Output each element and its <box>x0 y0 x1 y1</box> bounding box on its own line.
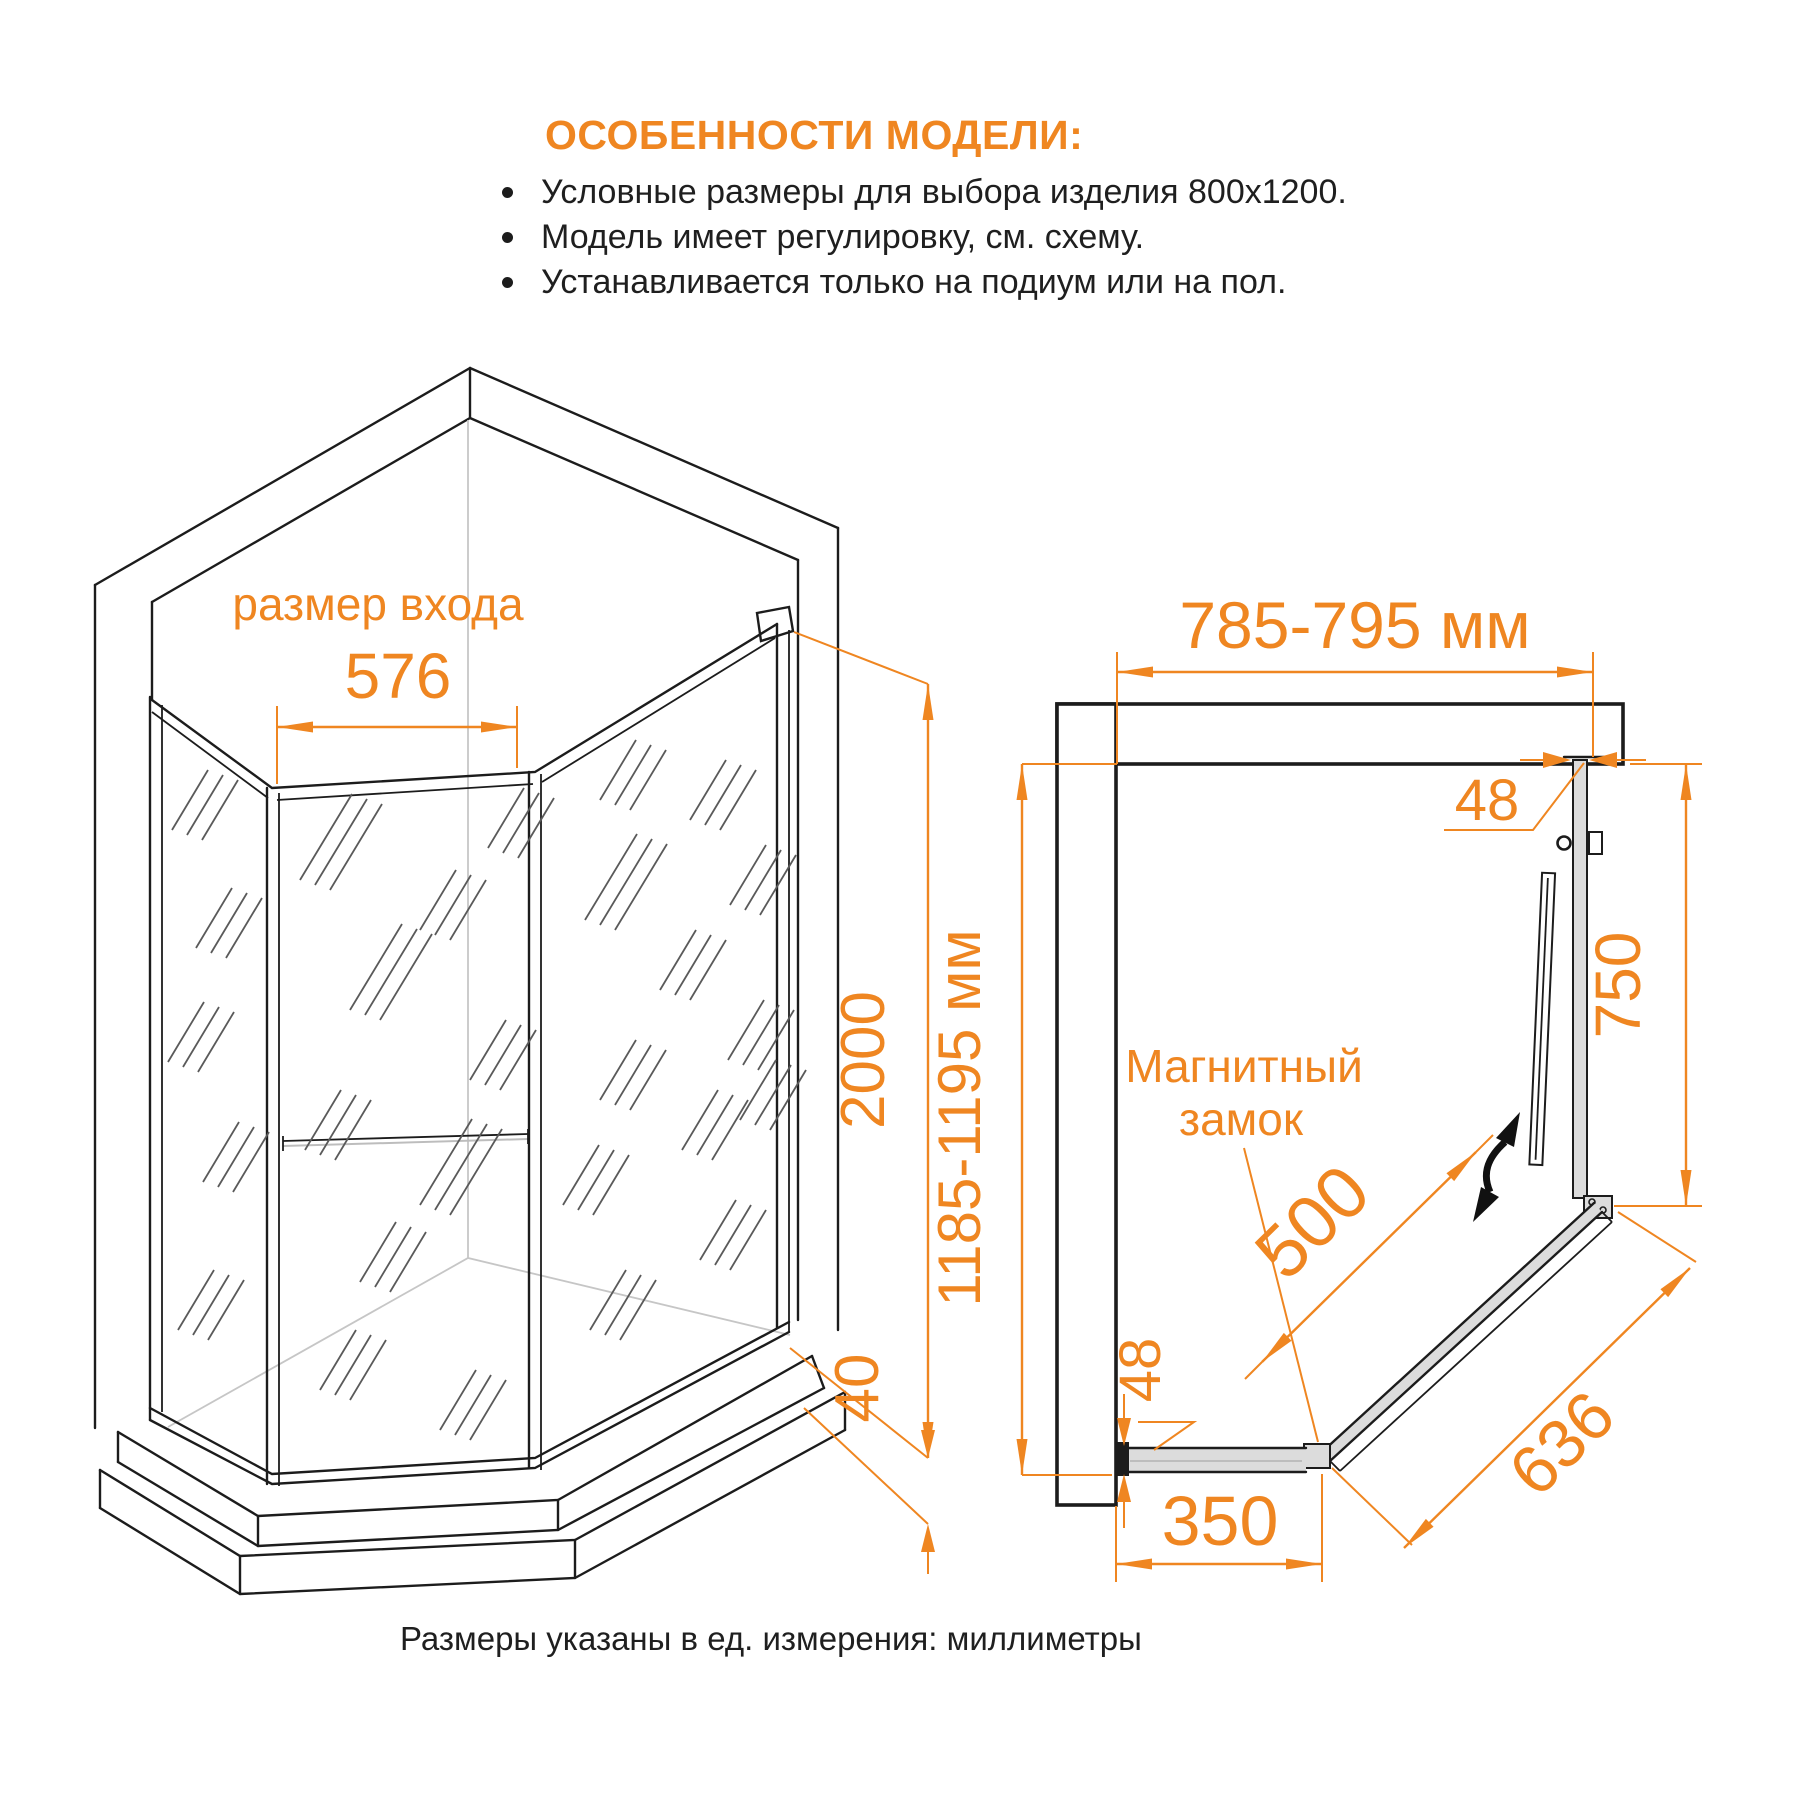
feature-text: Модель имеет регулировку, см. схему. <box>541 218 1145 256</box>
dim-door-glass: 500 <box>1239 1148 1386 1295</box>
feature-text: Устанавливается только на подиум или на пол. <box>541 263 1287 301</box>
hinge-knob-icon <box>1558 837 1571 850</box>
dim-bottom-profile: 48 <box>1108 1337 1173 1403</box>
feature-text: Условные размеры для выбора изделия 800х1200. <box>541 173 1347 211</box>
dim-right-side: 750 <box>1582 931 1654 1039</box>
dim-depth-range: 1185-1195 мм <box>926 929 993 1307</box>
iso-view <box>95 368 935 1594</box>
entry-size-label: размер входа <box>232 578 524 630</box>
iso-glass-frames <box>150 607 793 1486</box>
dim-bottom-side: 350 <box>1161 1482 1279 1560</box>
plan-door <box>1529 873 1555 1165</box>
dim-glass-height: 2000 <box>829 991 898 1129</box>
dim-diagonal-glass: 636 <box>1494 1376 1629 1511</box>
page-title: ОСОБЕННОСТИ МОДЕЛИ: <box>545 112 1084 158</box>
iso-dimensions <box>232 578 935 1574</box>
plan-bottom-glass <box>1116 1442 1306 1476</box>
magnetic-lock-icon <box>1304 1444 1330 1468</box>
plan-view <box>926 588 1702 1582</box>
magnetic-lock-label: Магнитный <box>1125 1040 1363 1092</box>
iso-walls <box>95 368 838 1428</box>
units-note: Размеры указаны в ед. измерения: миллиметры <box>400 1620 1142 1657</box>
glass-hatching-icon <box>168 740 806 1440</box>
door-swing-arrow-icon <box>1473 1112 1520 1222</box>
dim-entry-width: 576 <box>344 640 452 712</box>
shower-base <box>100 1356 845 1594</box>
dim-top-profile: 48 <box>1454 768 1520 833</box>
dim-width-range: 785-795 мм <box>1179 588 1531 662</box>
dim-base-height: 40 <box>823 1353 892 1423</box>
magnetic-lock-label: замок <box>1178 1093 1304 1145</box>
